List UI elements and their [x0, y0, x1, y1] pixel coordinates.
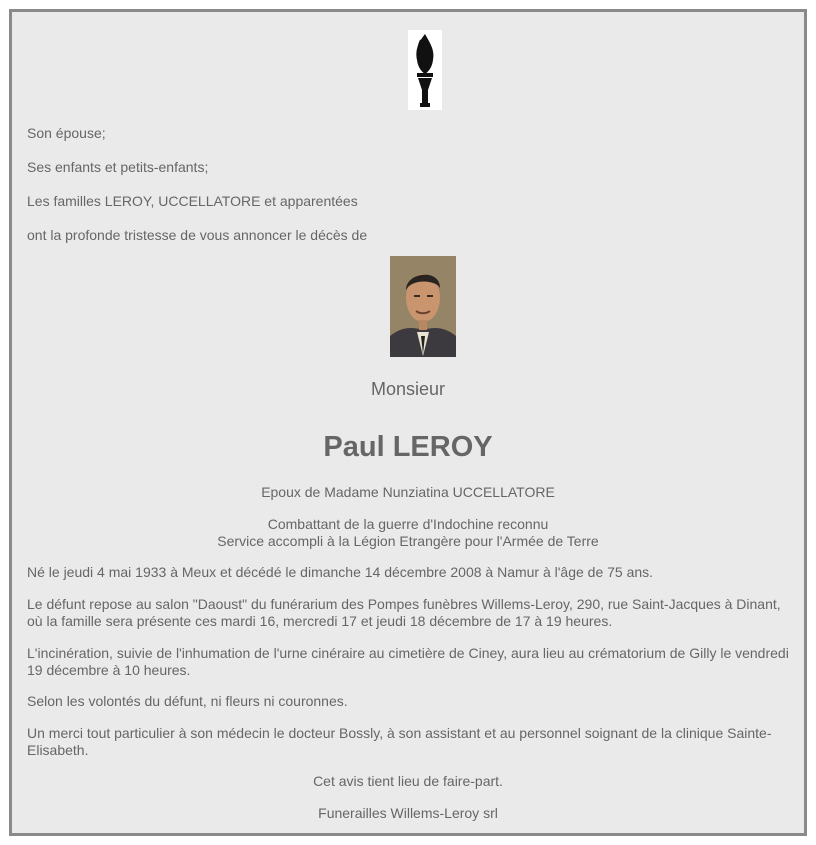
military-line-legion: Service accompli à la Légion Etrangère pour l'Armée de Terre: [217, 533, 599, 549]
repose-paragraph: Le défunt repose au salon "Daoust" du funérarium des Pompes funèbres Willems-Leroy, 290, rue Saint-Jacques à Dinant, où la famille sera présente ces mardi 16, mercredi 17 et jeudi 18 décembre de 17 à 19 heures.: [27, 596, 781, 629]
family-line-announcement: ont la profonde tristesse de vous annoncer le décès de: [27, 227, 368, 243]
faire-part-line: Cet avis tient lieu de faire-part.: [313, 773, 503, 789]
family-line-spouse: Son épouse;: [27, 125, 106, 141]
military-line-indochina: Combattant de la guerre d'Indochine reconnu: [267, 516, 549, 532]
civility: Monsieur: [370, 379, 446, 399]
obituary-notice: [9, 9, 807, 836]
family-line-children: Ses enfants et petits-enfants;: [27, 159, 209, 175]
family-line-families: Les familles LEROY, UCCELLATORE et apparentées: [27, 193, 358, 209]
birth-death-paragraph: Né le jeudi 4 mai 1933 à Meux et décédé le dimanche 14 décembre 2008 à Namur à l'âge de 75 ans.: [27, 564, 654, 580]
spouse-line: Epoux de Madame Nunziatina UCCELLATORE: [261, 484, 555, 500]
deceased-portrait-photo: [390, 256, 456, 357]
torch-icon: [408, 30, 442, 110]
thanks-paragraph: Un merci tout particulier à son médecin le docteur Bossly, à son assistant et au personnel soignant de la clinique Sainte-Elisabeth.: [27, 725, 772, 758]
funeral-home-signature: Funerailles Willems-Leroy srl: [318, 805, 498, 821]
deceased-name: Paul LEROY: [323, 431, 493, 463]
wishes-paragraph: Selon les volontés du défunt, ni fleurs ni couronnes.: [27, 693, 348, 709]
cremation-paragraph: L'incinération, suivie de l'inhumation de l'urne cinéraire au cimetière de Ciney, aura lieu au crématorium de Gilly le vendredi 19 décembre à 10 heures.: [27, 645, 789, 678]
